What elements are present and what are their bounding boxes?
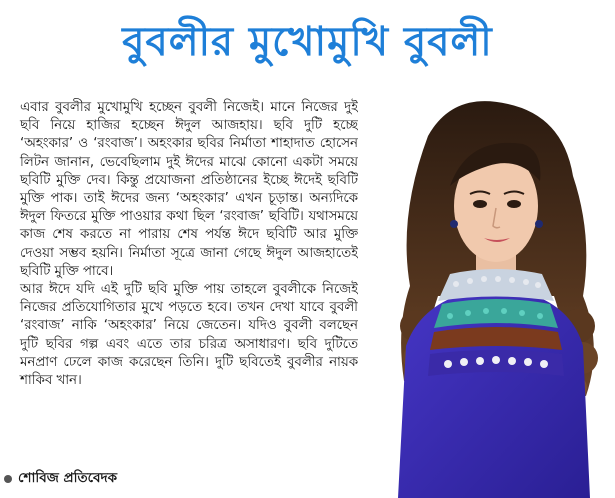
bullet-icon (4, 475, 12, 483)
paragraph-1: এবার বুবলীর মুখোমুখি হচ্ছেন বুবলী নিজেই। মানে নিজের দুই ছবি নিয়ে হাজির হচ্ছেন ঈদুল আজহায়। ছবি দুটি হচ্ছে ‘অহংকার’ ও ‘রংবাজ’। অহংকার ছবির নির্মাতা শাহাদাত হোসেন লিটন জানান, ভেবেছিলাম দুই ঈদের মাঝে কোনো একটা সময়ে ছবিটি মুক্তি দেব। কিন্তু প্রযোজনা প্রতিষ্ঠানের ইচ্ছে ঈদেই ছবিটি মুক্তি পাক। তাই ঈদের জন্য ‘অহংকার’ এখন চূড়ান্ত। অন্যদিকে ঈদুল ফিতরে মুক্তি পাওয়ার কথা ছিল ‘রংবাজ’ ছবিটি। যথাসময়ে কাজ শেষ করতে না পারায় শেষ পর্যন্ত ঈদে ছবিটি আর মুক্তি দেওয়া সম্ভব হয়নি। নির্মাতা সূত্রে জানা গেছে ঈদুল আজহাতেই ছবিটি মুক্তি পাবে। (20, 100, 358, 279)
article-body (20, 99, 358, 390)
actress-photo (358, 96, 615, 498)
byline (4, 467, 117, 490)
article-headline: বুবলীর মুখোমুখি বুবলী (122, 19, 493, 65)
paragraph-2: আর ঈদে যদি এই দুটি ছবি মুক্তি পায় তাহলে বুবলীকে নিজেই নিজের প্রতিযোগিতার মুখে পড়তে হবে। তখন দেখা যাবে বুবলী ‘রংবাজ’ নাকি ‘অহংকার’ নিয়ে জেতেন। যদিও বুবলী বলছেন দুটি ছবির গল্প এবং এতে তার চরিত্র অসাধারণ। ছবি দুটিতে মনপ্রাণ ঢেলে কাজ করেছেন তিনি। দুটি ছবিতেই বুবলীর নায়ক শাকিব খান। (20, 282, 358, 389)
byline-text: শোবিজ প্রতিবেদক (18, 470, 118, 486)
actress-illustration (358, 96, 615, 498)
